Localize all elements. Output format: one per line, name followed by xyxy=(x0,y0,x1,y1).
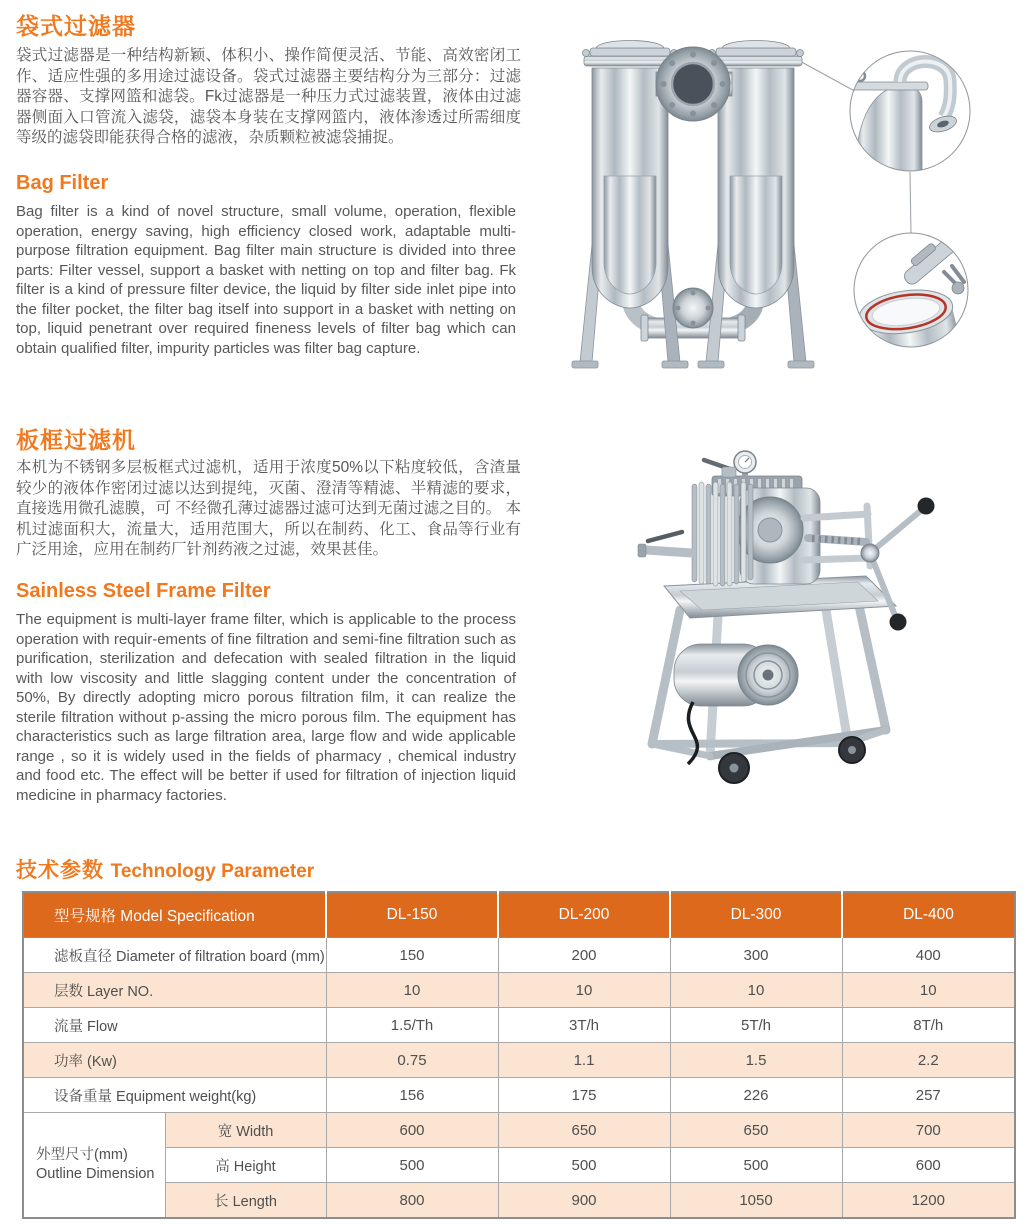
param-value: 10 xyxy=(498,973,670,1008)
param-value: 600 xyxy=(842,1148,1015,1183)
bag-filter-title-en: Bag Filter xyxy=(16,172,109,194)
param-value: 10 xyxy=(842,973,1015,1008)
outline-dimension-label-en: Outline Dimension xyxy=(36,1166,155,1182)
table-row xyxy=(23,1008,1015,1043)
table-row xyxy=(23,1148,1015,1183)
dimension-sub-label: 高 Height xyxy=(165,1148,326,1183)
spec-table xyxy=(22,891,1016,1219)
param-value: 400 xyxy=(842,938,1015,973)
frame-filter-title-en: Sainless Steel Frame Filter xyxy=(16,580,271,602)
param-value: 500 xyxy=(326,1148,498,1183)
param-value: 226 xyxy=(670,1078,842,1113)
model-col-header: DL-150 xyxy=(326,892,498,938)
param-value: 156 xyxy=(326,1078,498,1113)
table-row xyxy=(23,938,1015,973)
bag-filter-body-en: Bag filter is a kind of novel structure, small volume, operation, flexible operation, energy saving, high efficiency closed work, adaptable multi-purpose filtration equipment. Bag filter main structure is divided into three parts: Filter vessel, support a basket with netting on top and filter bag. Fk filter is a kind of pressure filter device, the liquid by filter side inlet pipe into the filter pocket, the filter bag itself into support in a basket with netting on top, liquid penetrant over required fineness levels of filter bag which can obtain qualified filter, impurity particles was filter bag capture. xyxy=(16,203,516,357)
bag-filter-body-zh: 袋式过滤器是一种结构新颖、体积小、操作简便灵活、节能、高效密闭工作、适应性强的多用途过滤设备。袋式过滤器主要结构分为三部分：过滤器容器、支撑网篮和滤袋。Fk过滤器是一种压力式过滤装置，液体由过滤器侧面入口管流入滤袋，滤袋本身装在支撑网篮内，液体渗透过所需细度等级的滤袋即能获得合格的滤液，杂质颗粒被滤袋捕捉。 xyxy=(16,47,521,146)
outline-dimension-label xyxy=(23,1113,165,1219)
table-header-row xyxy=(23,892,1015,938)
param-value: 10 xyxy=(326,973,498,1008)
param-label: 流量 Flow xyxy=(23,1008,326,1043)
param-value: 0.75 xyxy=(326,1043,498,1078)
param-value: 1050 xyxy=(670,1183,842,1219)
param-value: 1.1 xyxy=(498,1043,670,1078)
dimension-sub-label: 长 Length xyxy=(165,1183,326,1219)
table-row xyxy=(23,973,1015,1008)
param-value: 600 xyxy=(326,1113,498,1148)
frame-filter-body-en: The equipment is multi-layer frame filter, which is applicable to the process operation with requir-ements of fine filtration and semi-fine filtration such as purification, sterilization and defecation with sealed filtration in the liquid with low viscosity and little slagging content under the concentration of 50%, By directly adopting micro porous filtration film, it can realize the sterile filtration without p-assing the micro porous film. The equipment has characteristics such as large filtration area, large flow and wide applicable range , so it is widely used in the fields of pharmacy , chemical industry and food etc. The effect will be better if used for filtration of injection liquid medicine in pharmacy factories. xyxy=(16,611,516,804)
param-value: 500 xyxy=(670,1148,842,1183)
param-value: 5T/h xyxy=(670,1008,842,1043)
table-row xyxy=(23,1043,1015,1078)
param-value: 1200 xyxy=(842,1183,1015,1219)
parameters-title xyxy=(16,854,314,884)
param-value: 2.2 xyxy=(842,1043,1015,1078)
param-label: 层数 Layer NO. xyxy=(23,973,326,1008)
param-value: 175 xyxy=(498,1078,670,1113)
param-value: 257 xyxy=(842,1078,1015,1113)
bag-filter-title-zh: 袋式过滤器 xyxy=(16,13,136,39)
param-value: 10 xyxy=(670,973,842,1008)
bag-filter-photo xyxy=(560,20,1022,388)
parameters-title-zh: 技术参数 xyxy=(16,859,104,882)
param-value: 8T/h xyxy=(842,1008,1015,1043)
table-row xyxy=(23,1113,1015,1148)
param-value: 200 xyxy=(498,938,670,973)
param-value: 1.5/Th xyxy=(326,1008,498,1043)
param-value: 650 xyxy=(498,1113,670,1148)
dimension-sub-label: 宽 Width xyxy=(165,1113,326,1148)
param-value: 500 xyxy=(498,1148,670,1183)
parameters-title-en: Technology Parameter xyxy=(110,861,315,882)
param-value: 700 xyxy=(842,1113,1015,1148)
param-value: 1.5 xyxy=(670,1043,842,1078)
param-value: 900 xyxy=(498,1183,670,1219)
model-spec-header: 型号规格 Model Specification xyxy=(23,892,326,938)
param-value: 800 xyxy=(326,1183,498,1219)
table-row xyxy=(23,1183,1015,1219)
table-row xyxy=(23,1078,1015,1113)
model-col-header: DL-200 xyxy=(498,892,670,938)
model-col-header: DL-300 xyxy=(670,892,842,938)
outline-dimension-label-zh: 外型尺寸(mm) xyxy=(36,1147,128,1163)
model-col-header: DL-400 xyxy=(842,892,1015,938)
frame-filter-body-zh: 本机为不锈钢多层板框式过滤机，适用于浓度50%以下粘度较低，含渣量较少的液体作密闭过滤以达到提纯，灭菌、澄清等精滤、半精滤的要求，直接选用微孔滤膜，可 不经微孔薄过滤器过滤可达到无菌过滤之目的。 本机过滤面积大，流量大，适用范围大，所以在制药、化工、食品等行业有广泛用途，应用在制药厂针剂药液之过滤，效果甚佳。 xyxy=(16,459,521,558)
param-value: 3T/h xyxy=(498,1008,670,1043)
param-value: 300 xyxy=(670,938,842,973)
param-value: 150 xyxy=(326,938,498,973)
param-value: 650 xyxy=(670,1113,842,1148)
frame-filter-title-zh: 板框过滤机 xyxy=(16,427,136,453)
frame-filter-photo xyxy=(618,438,1018,816)
param-label: 滤板直径 Diameter of filtration board (mm) xyxy=(23,938,326,973)
param-label: 功率 (Kw) xyxy=(23,1043,326,1078)
param-label: 设备重量 Equipment weight(kg) xyxy=(23,1078,326,1113)
